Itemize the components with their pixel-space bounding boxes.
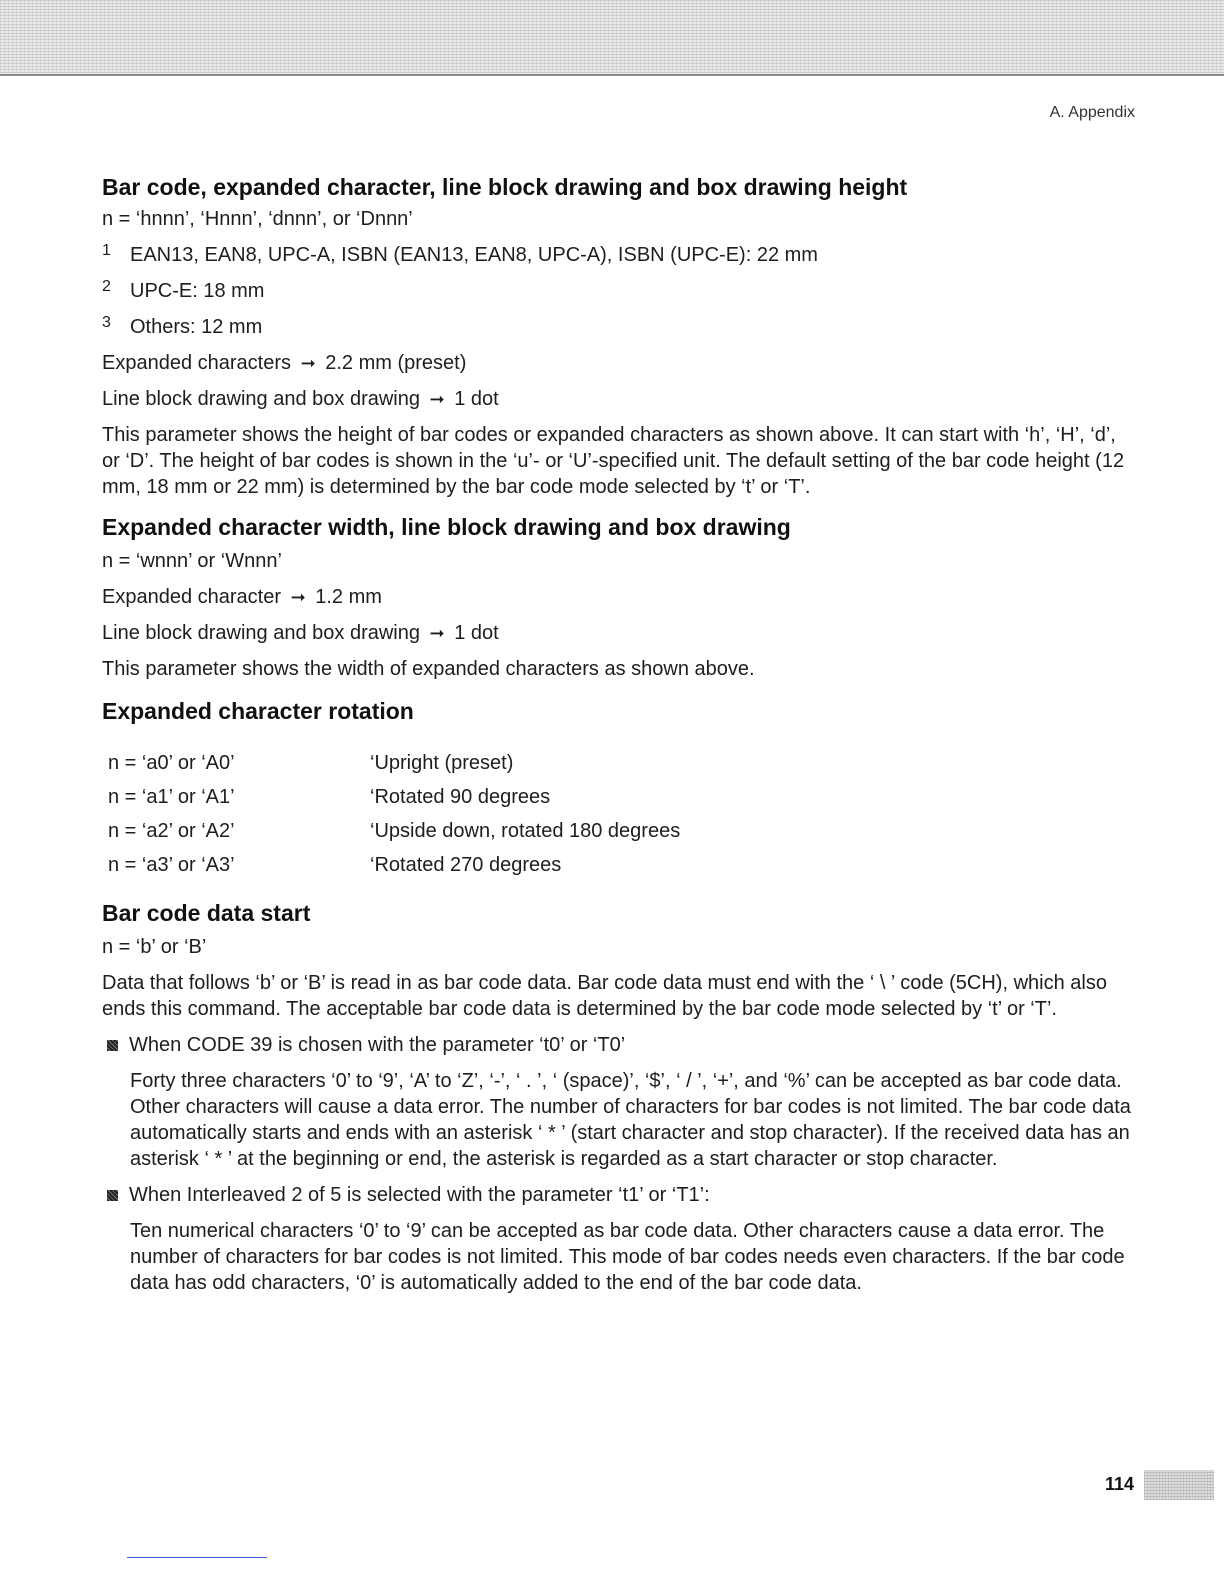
bullet-body: Ten numerical characters ‘0’ to ‘9’ can be accepted as bar code data. Other characters cause a data error. The number of characters for bar codes is not limited. This mode of bar codes needs even characters. If the bar code data has odd characters, ‘0’ is automatically added to the end of the bar code data. <box>130 1220 1125 1294</box>
right-arrow-icon: ➞ <box>429 389 445 409</box>
running-header: A. Appendix <box>1049 104 1135 121</box>
page-number: 114 <box>1105 1474 1135 1494</box>
width-line-block-value: 1 dot <box>454 622 499 644</box>
height-item-text: EAN13, EAN8, UPC-A, ISBN (EAN13, EAN8, UPC-A), ISBN (UPC-E): 22 mm <box>130 244 818 266</box>
width-description: This parameter shows the width of expanded characters as shown above. <box>102 658 755 680</box>
width-expanded-value: 1.2 mm <box>315 586 382 608</box>
height-item-number: 2 <box>102 278 111 295</box>
height-item-number: 1 <box>102 242 111 259</box>
bullet-heading: When CODE 39 is chosen with the parameter ‘t0’ or ‘T0’ <box>129 1034 626 1056</box>
section-title-height: Bar code, expanded character, line block drawing and box drawing height <box>102 174 908 200</box>
rotation-meaning: ‘Rotated 270 degrees <box>370 854 562 876</box>
rotation-code: n = ‘a1’ or ‘A1’ <box>108 786 235 808</box>
rotation-code: n = ‘a2’ or ‘A2’ <box>108 820 235 842</box>
header-rule <box>0 74 1224 76</box>
footer-rule <box>127 1557 267 1558</box>
width-line-block-row <box>102 620 1132 646</box>
barcode-n-line: n = ‘b’ or ‘B’ <box>102 936 207 958</box>
bullet-item <box>100 1032 1132 1058</box>
table-row <box>108 814 680 848</box>
height-description: This parameter shows the height of bar codes or expanded characters as shown above. It can start with ‘h’, ‘H’, ‘d’, or ‘D’. The height of bar codes is shown in the ‘u’- or ‘U’-specified unit. The default setting of the bar code height (12 mm, 18 mm or 22 mm) is determined by the bar code mode selected by ‘t’ or ‘T’. <box>102 424 1125 498</box>
square-bullet-icon <box>107 1040 118 1051</box>
width-expanded-row <box>102 584 1132 610</box>
rotation-meaning: ‘Upside down, rotated 180 degrees <box>370 820 681 842</box>
section-title-width: Expanded character width, line block drawing and box drawing <box>102 514 791 540</box>
table-row <box>108 848 680 882</box>
height-line-block-value: 1 dot <box>454 388 499 410</box>
bullet-item <box>100 1182 1132 1208</box>
right-arrow-icon: ➞ <box>300 353 316 373</box>
height-item <box>102 242 1132 268</box>
width-line-block-label: Line block drawing and box drawing <box>102 622 420 644</box>
barcode-description: Data that follows ‘b’ or ‘B’ is read in as bar code data. Bar code data must end with the ‘ \ ’ code (5CH), which also ends this command. The acceptable bar code data is determined by the bar code mode selected by ‘t’ or ‘T’. <box>102 972 1107 1020</box>
rotation-table <box>108 746 680 882</box>
height-line-block-label: Line block drawing and box drawing <box>102 388 420 410</box>
right-arrow-icon: ➞ <box>429 623 445 643</box>
height-line-block-row <box>102 386 1132 412</box>
page-content <box>102 172 1132 1296</box>
rotation-meaning: ‘Rotated 90 degrees <box>370 786 551 808</box>
height-expanded-label: Expanded characters <box>102 352 292 374</box>
section-title-barcode-start: Bar code data start <box>102 900 311 926</box>
square-bullet-icon <box>107 1190 118 1201</box>
height-item-text: UPC-E: 18 mm <box>130 280 265 302</box>
right-arrow-icon: ➞ <box>290 587 306 607</box>
page-tab <box>1144 1470 1214 1500</box>
height-item-number: 3 <box>102 314 111 331</box>
height-expanded-value: 2.2 mm (preset) <box>325 352 467 374</box>
width-n-line: n = ‘wnnn’ or ‘Wnnn’ <box>102 550 282 572</box>
height-expanded-row <box>102 350 1132 376</box>
height-item-text: Others: 12 mm <box>130 316 263 338</box>
section-title-rotation: Expanded character rotation <box>102 698 414 724</box>
header-band <box>0 0 1224 76</box>
height-item <box>102 278 1132 304</box>
rotation-meaning: ‘Upright (preset) <box>370 752 514 774</box>
height-item <box>102 314 1132 340</box>
rotation-code: n = ‘a0’ or ‘A0’ <box>108 752 235 774</box>
width-expanded-label: Expanded character <box>102 586 282 608</box>
table-row <box>108 780 680 814</box>
bullet-heading: When Interleaved 2 of 5 is selected with the parameter ‘t1’ or ‘T1’: <box>129 1184 710 1206</box>
table-row <box>108 746 680 780</box>
rotation-code: n = ‘a3’ or ‘A3’ <box>108 854 235 876</box>
height-n-line: n = ‘hnnn’, ‘Hnnn’, ‘dnnn’, or ‘Dnnn’ <box>102 208 413 230</box>
bullet-body: Forty three characters ‘0’ to ‘9’, ‘A’ to ‘Z’, ‘-’, ‘ . ’, ‘ (space)’, ‘$’, ‘ / ’, ‘+’, and ‘%’ can be accepted as bar code data. Other characters will cause a data error. The number of characters for bar codes is not limited. The bar code data automatically starts and ends with an asterisk ‘ * ’ (start character and stop character). If the received data has an asterisk ‘ * ’ at the beginning or end, the asterisk is regarded as a start character or stop character. <box>130 1070 1131 1170</box>
